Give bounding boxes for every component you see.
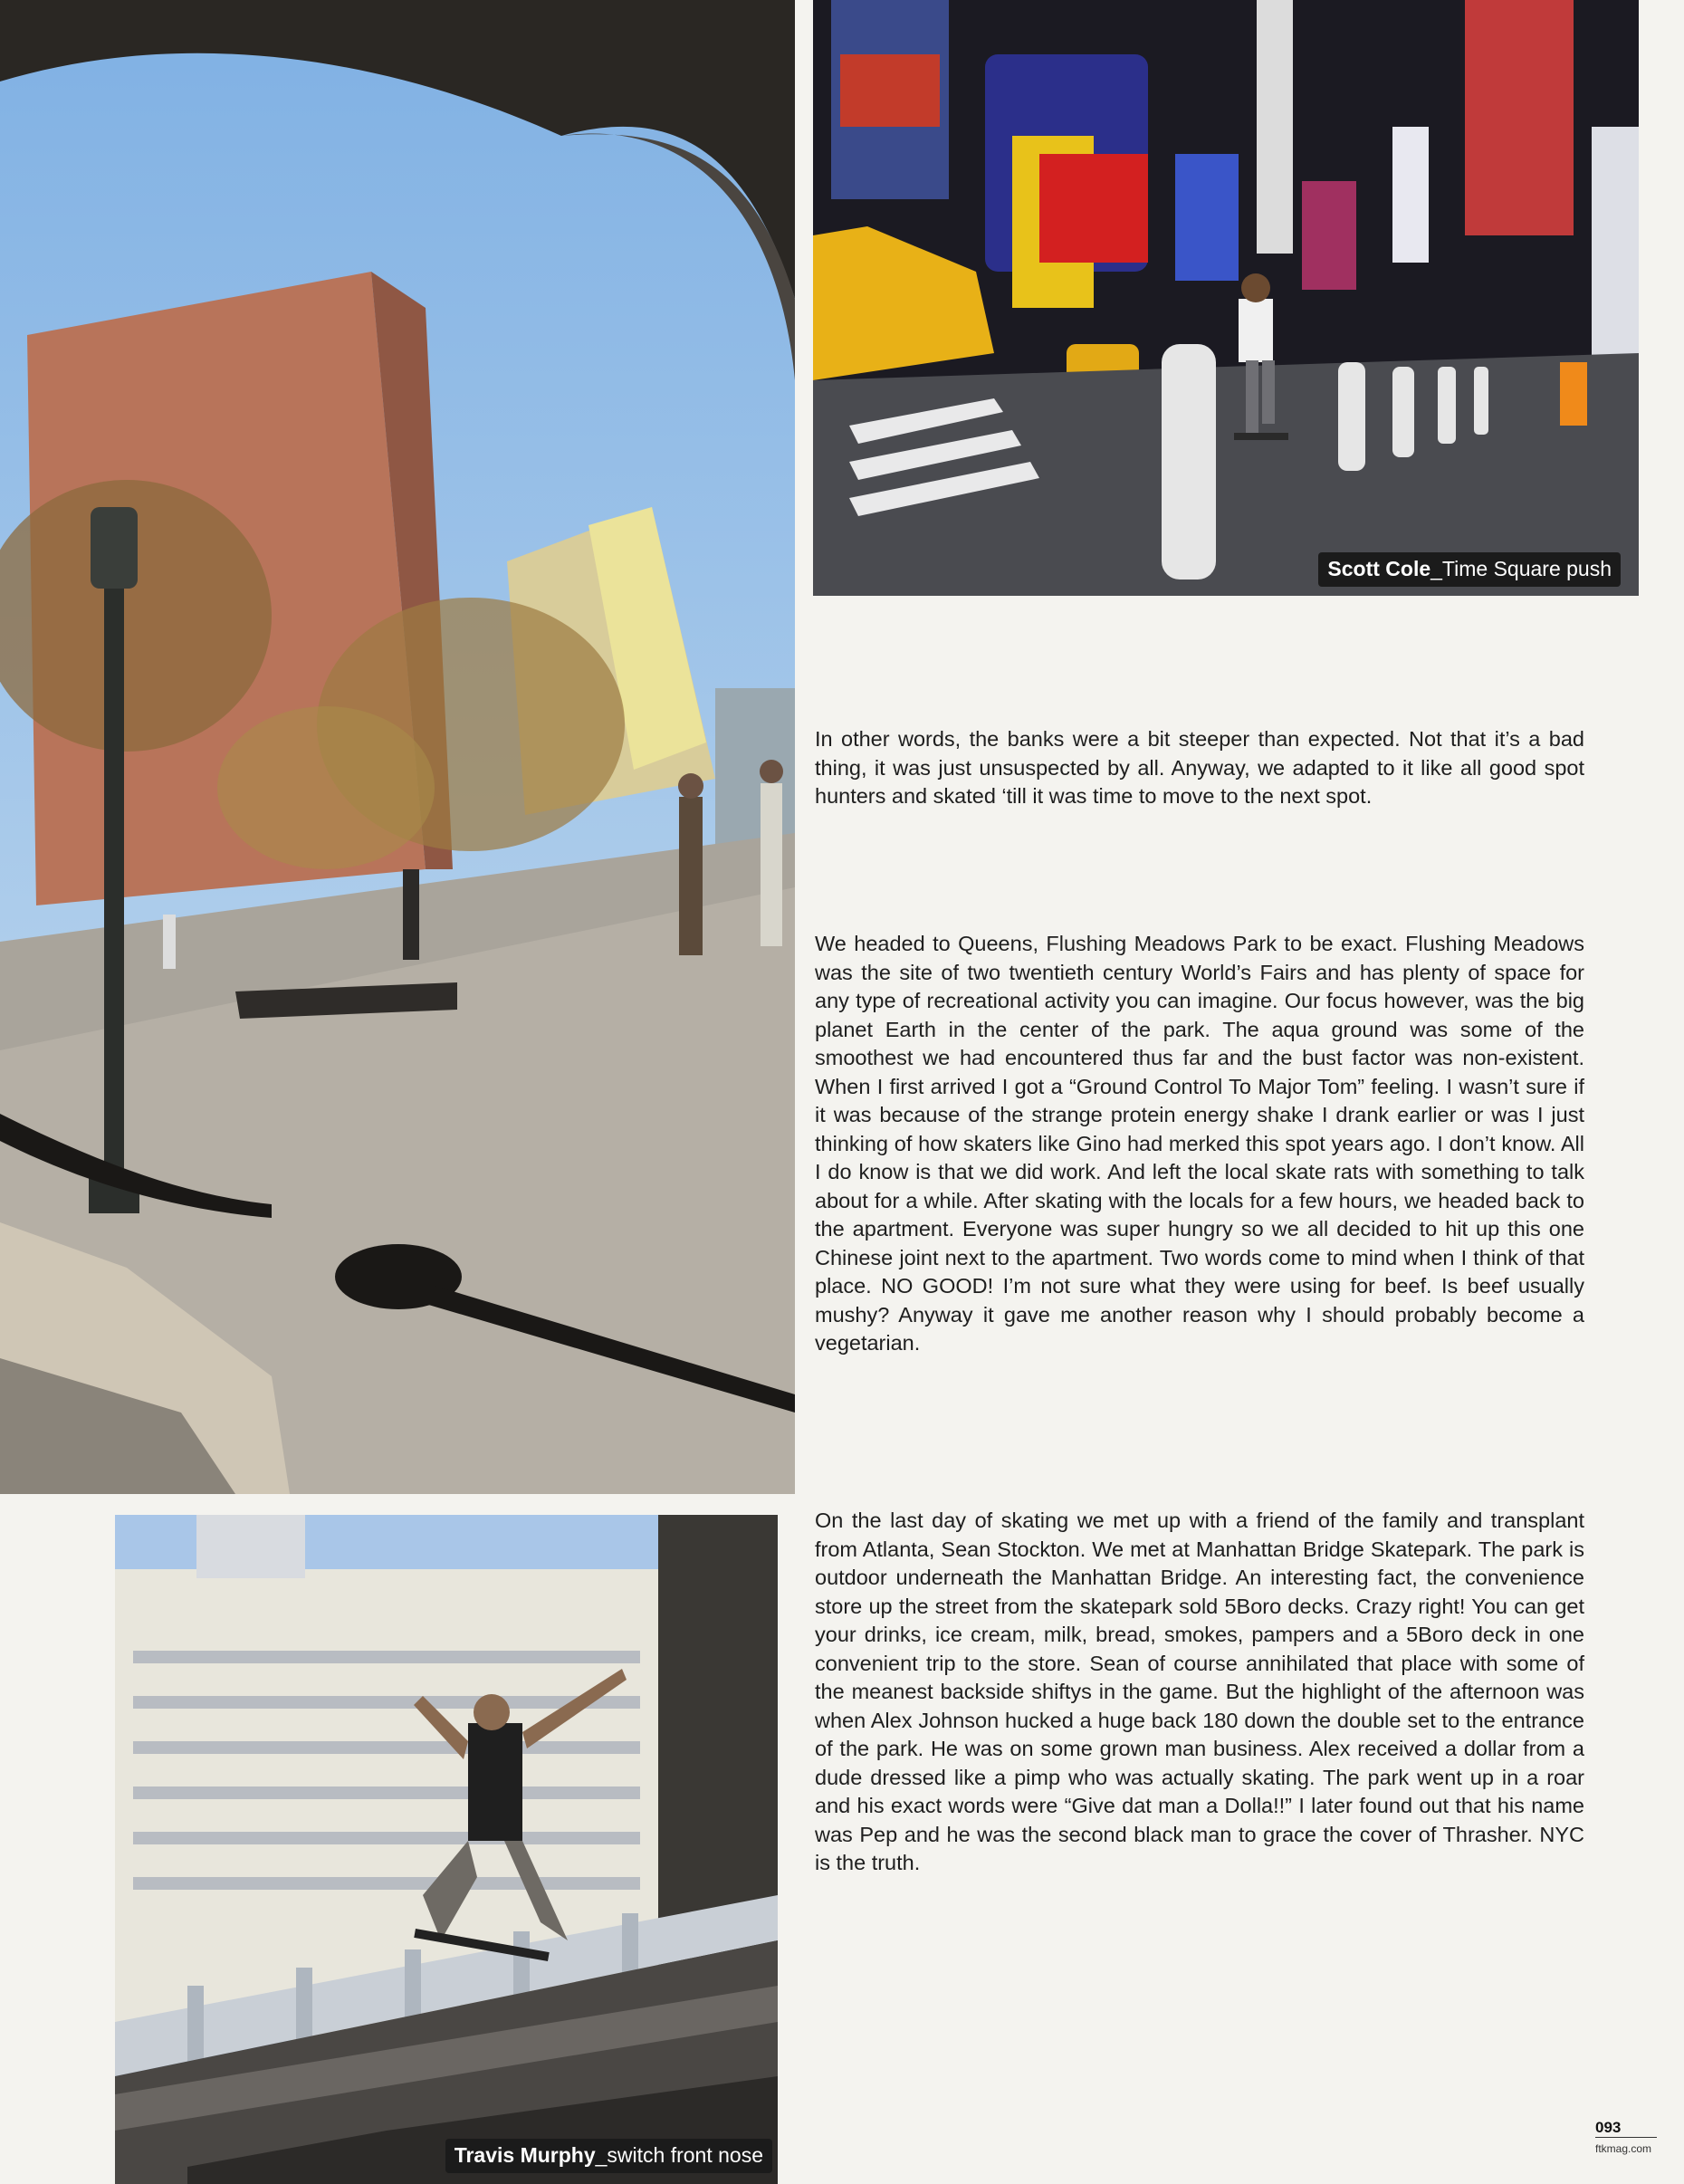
photo-caption-travis-murphy [445,2139,772,2173]
caption-name: Scott Cole [1327,557,1431,581]
times-square-photo-image [813,0,1639,596]
skatepark-photo [0,0,795,1494]
caption-name: Travis Murphy [454,2143,596,2168]
travis-murphy-photo [115,1515,778,2184]
photo-caption-scott-cole [1318,552,1621,587]
caption-trick: _switch front nose [595,2143,763,2168]
page-number: 093 [1595,2119,1657,2138]
caption-trick: _Time Square push [1430,557,1612,581]
magazine-website: ftkmag.com [1595,2142,1652,2155]
travis-murphy-photo-image [115,1515,778,2184]
article-paragraph: We headed to Queens, Flushing Meadows Park to be exact. Flushing Meadows was the site of two twentieth century World’s Fairs and has plenty of space for any type of recreational activity you can imagine. Our focus however, was the big planet Earth in the center of the park. The aqua ground was some of the smoothest we had encountered thus far and the bust factor was non-existent. When I first arrived I got a “Ground Control To Major Tom” feeling. I wasn’t sure if it was because of the strange protein energy shake I drank earlier or was I just thinking of how skaters like Gino had merked this spot years ago. I don’t know. All I do know is that we did work. And left the local skate rats with something to talk about for a while. After skating with the locals for a few hours, we headed back to the apartment. Everyone was super hungry so we all decided to hit up this one Chinese joint next to the apartment. Two words come to mind when I think of that place. NO GOOD! I’m not sure what they were using for beef. Is beef usually mushy? Anyway it gave me another reason why I should probably become a vegetarian. [815,932,1584,1355]
times-square-photo [813,0,1639,596]
article-paragraph: On the last day of skating we met up with a friend of the family and transplant from Atlanta, Sean Stockton. We met at Manhattan Bridge Skatepark. The park is outdoor underneath the Manhattan Bridge. An interesting fact, the convenience store up the street from the skatepark sold 5Boro decks. Crazy right! You can get your drinks, ice cream, milk, bread, smokes, pampers and a 5Boro deck in one convenient trip to the store. Sean of course annihilated that place with some of the meanest backside shiftys in the game. But the highlight of the afternoon was when Alex Johnson hucked a huge back 180 down the double set to the entrance of the park. He was on some grown man business. Alex received a dollar from a dude dressed like a pimp who was actually skating. The park went up in a roar and his exact words were “Give dat man a Dolla!!” I later found out that his name was Pep and he was the second black man to grace the cover of Thrasher. NYC is the truth. [815,1509,1584,1874]
skatepark-photo-image [0,0,795,1494]
article-paragraph: In other words, the banks were a bit steeper than expected. Not that it’s a bad thing, it was just unsuspected by all. Anyway, we adapted to it like all good spot hunters and skated ‘till it was time to move to the next spot. [815,727,1584,808]
